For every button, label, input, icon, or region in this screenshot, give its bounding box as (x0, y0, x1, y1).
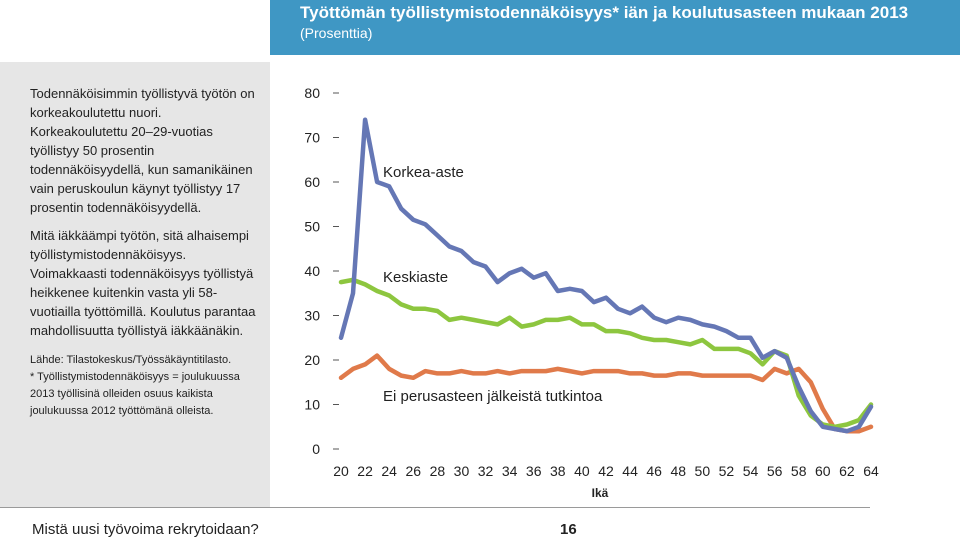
chart-title: Työttömän työllistymistodennäköisyys* iän ja koulutusasteen mukaan 2013 (300, 3, 909, 22)
paragraph-2: Mitä iäkkäämpi työtön, sitä alhaisempi työllistymistodennäköisyys. Voimakkaasti todennäköisyys työllistyä heikkenee kuitenkin vasta yli 58-vuotiailla työttömillä. Koulutus parantaa mahdollisuutta työllistyä iäkkäänäkin. (30, 228, 256, 338)
y-tick-label: 30 (304, 307, 320, 324)
y-tick-label: 50 (304, 218, 320, 235)
x-tick-label: 64 (863, 463, 879, 479)
y-tick-label: 10 (304, 396, 320, 413)
x-tick-label: 48 (670, 463, 687, 479)
x-tick-label: 22 (357, 463, 373, 479)
y-tick-label: 60 (304, 174, 320, 190)
x-tick-label: 26 (405, 463, 422, 479)
page-number: 16 (560, 521, 577, 538)
series-label: Ei perusasteen jälkeistä tutkintoa (383, 388, 603, 405)
y-tick-label: 70 (304, 129, 320, 146)
x-tick-label: 32 (477, 463, 494, 479)
source-note: Lähde: Tilastokeskus/Työssäkäyntitilasto. (30, 354, 232, 366)
y-tick-label: 20 (304, 352, 320, 368)
x-axis-title: Ikä (591, 486, 609, 500)
x-tick-label: 56 (766, 463, 783, 479)
series-label: Keskiaste (383, 269, 449, 286)
x-tick-label: 20 (333, 463, 349, 479)
paragraph-1: Todennäköisimmin työllistyvä työtön on korkeakoulutettu nuori. Korkeakoulutettu 20–29-vuotias työllistyy 50 prosentin todennäköisyydellä, kun samanikäinen vain peruskoulun käynyt työllistyy 17 prosentin todennäköisyydellä. (30, 86, 255, 215)
x-tick-label: 54 (742, 463, 759, 479)
x-tick-label: 24 (381, 463, 397, 479)
footer-divider (0, 507, 870, 508)
x-tick-label: 36 (525, 463, 542, 479)
chart-subtitle: (Prosenttia) (300, 25, 373, 41)
x-tick-label: 38 (550, 463, 566, 479)
x-tick-label: 62 (839, 463, 855, 479)
x-tick-label: 44 (622, 463, 638, 479)
x-tick-label: 34 (501, 463, 518, 479)
x-tick-label: 28 (429, 463, 446, 479)
y-tick-label: 40 (304, 263, 320, 279)
x-tick-label: 52 (718, 463, 735, 479)
y-tick-label: 0 (312, 441, 320, 457)
x-tick-label: 60 (815, 463, 831, 479)
footnote: * Työllistymistodennäköisyys = joulukuussa 2013 työllisinä olleiden osuus kaikista joulukuussa 2012 työttömänä olleista. (30, 371, 240, 417)
x-tick-label: 46 (646, 463, 662, 479)
x-tick-label: 40 (574, 463, 590, 479)
series-label: Korkea-aste (383, 164, 464, 181)
x-tick-label: 58 (790, 463, 807, 479)
x-tick-label: 50 (694, 463, 711, 479)
footer-title: Mistä uusi työvoima rekrytoidaan? (32, 521, 259, 538)
x-tick-label: 42 (598, 463, 614, 479)
x-tick-label: 30 (453, 463, 470, 479)
y-tick-label: 80 (304, 85, 320, 101)
